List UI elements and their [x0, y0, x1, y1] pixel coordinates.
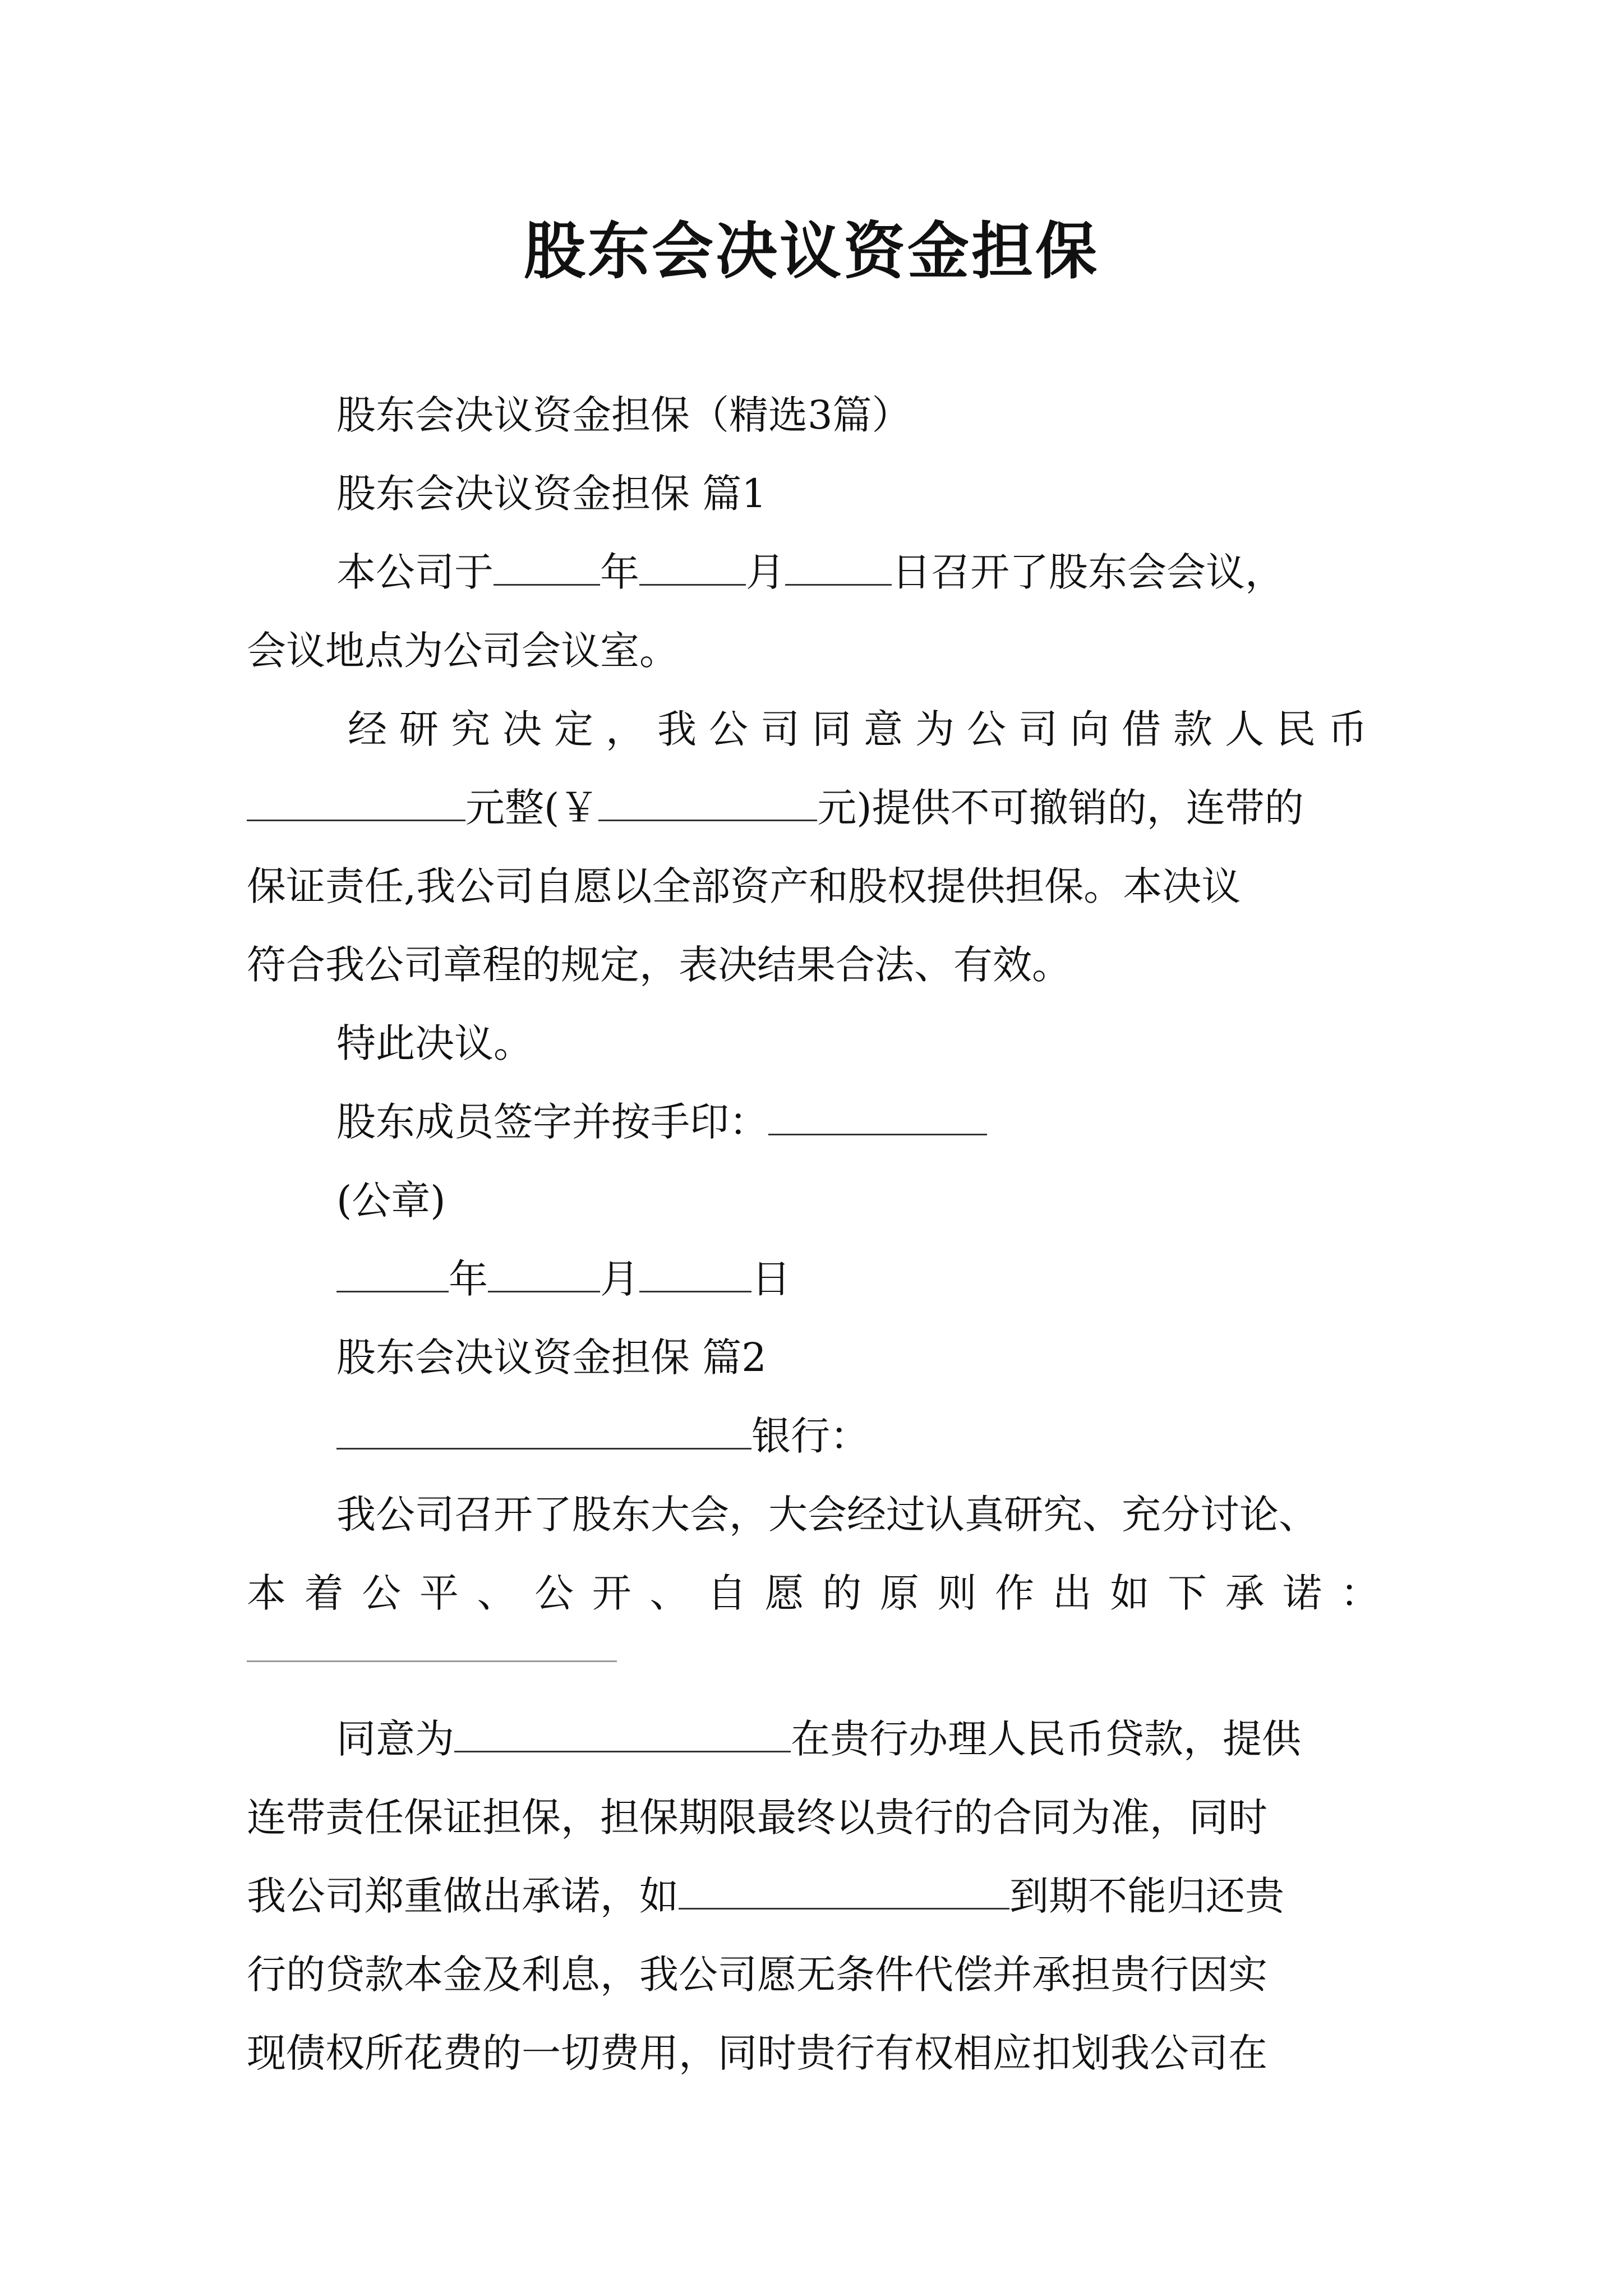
amount-number-blank: [598, 784, 817, 821]
promise-char: 公: [362, 1570, 402, 1616]
part1-heading: 股东会决议资金担保 篇1: [336, 471, 767, 517]
agree-suffix: 在贵行办理人民币贷款，提供: [791, 1716, 1301, 1762]
promise-char: 则: [937, 1570, 977, 1616]
promise-char: 原: [879, 1570, 919, 1616]
promise-char: 本: [247, 1570, 286, 1616]
date-year-blank: [336, 1255, 449, 1292]
promise-line-2: [247, 1565, 1380, 1621]
promise-char: 愿: [764, 1570, 804, 1616]
decision-line-4: 符合我公司章程的规定，表决结果合法、有效。: [247, 942, 1071, 988]
month-label: 月: [746, 549, 785, 595]
date-month-blank: [488, 1255, 600, 1292]
amount-mid: 元整(￥: [465, 785, 599, 831]
date-month-label: 月: [600, 1256, 639, 1302]
date-day-blank: [639, 1255, 751, 1292]
promise-char: 开: [592, 1570, 631, 1616]
promise-content-blank: [247, 1660, 617, 1662]
month-blank: [639, 548, 746, 586]
signature-label: 股东成员签字并按手印：: [336, 1099, 768, 1145]
promise-char: 如: [1110, 1570, 1150, 1616]
date-day-label: 日: [751, 1256, 791, 1302]
amount-words-blank: [247, 784, 465, 821]
decision-line-3: 保证责任,我公司自愿以全部资产和股权提供担保。本决议: [247, 863, 1241, 909]
signature-blank: [768, 1098, 987, 1135]
resolved-text: 特此决议。: [336, 1020, 533, 1066]
body-line-3-prefix: 我公司郑重做出承诺，如: [247, 1873, 679, 1919]
borrower-blank: [454, 1715, 791, 1752]
agree-prefix: 同意为: [336, 1716, 454, 1762]
promise-char: 着: [304, 1570, 344, 1616]
amount-end: 元)提供不可撤销的，连带的: [817, 785, 1304, 831]
promise-line-1: 我公司召开了股东大会，大会经过认真研究、充分讨论、: [336, 1492, 1318, 1538]
meeting-place: 会议地点为公司会议室。: [247, 628, 679, 674]
day-suffix: 日召开了股东会会议，: [892, 549, 1284, 595]
promise-char: 公: [534, 1570, 574, 1616]
promise-char: 作: [995, 1570, 1035, 1616]
subtitle: 股东会决议资金担保（精选3篇）: [336, 392, 911, 438]
year-label: 年: [600, 549, 639, 595]
body-line-2: 连带责任保证担保，担保期限最终以贵行的合同为准，同时: [247, 1795, 1267, 1841]
page-title: 股东会决议资金担保: [524, 215, 1099, 287]
promise-char: 的: [822, 1570, 862, 1616]
body-line-3-suffix: 到期不能归还贵: [1009, 1873, 1284, 1919]
promise-char: 平: [419, 1570, 459, 1616]
signature-line: [336, 1094, 987, 1150]
promise-char: 下: [1168, 1570, 1207, 1616]
body-line-4: 行的贷款本金及利息，我公司愿无条件代偿并承担贵行因实: [247, 1952, 1267, 1998]
date-year-label: 年: [449, 1256, 488, 1302]
promise-char: 承: [1225, 1570, 1265, 1616]
promise-char: 自: [707, 1570, 746, 1616]
meeting-prefix: 本公司于: [336, 549, 494, 595]
body-line-5: 现债权所花费的一切费用，同时贵行有权相应扣划我公司在: [247, 2030, 1267, 2076]
promise-char: 、: [649, 1570, 689, 1616]
body-line-3: [247, 1868, 1284, 1924]
decision-line-1: 经研究决定，我公司同意为公司向借款人民币: [348, 706, 1380, 752]
promise-char: 诺: [1283, 1570, 1322, 1616]
agree-line: [336, 1711, 1301, 1767]
part2-heading: 股东会决议资金担保 篇2: [336, 1335, 767, 1381]
promise-char: 、: [477, 1570, 517, 1616]
seal-label: (公章): [336, 1177, 446, 1223]
amount-line: [247, 780, 1304, 836]
signing-date-line: [336, 1251, 791, 1307]
day-blank: [785, 548, 892, 586]
promise-char: 出: [1052, 1570, 1092, 1616]
bank-line: [336, 1408, 869, 1464]
bank-suffix: 银行：: [751, 1413, 869, 1459]
promise-char: ：: [1340, 1570, 1380, 1616]
meeting-date-line: [336, 544, 1284, 600]
borrower-blank-2: [679, 1872, 1009, 1910]
bank-name-blank: [336, 1412, 751, 1450]
year-blank: [494, 548, 600, 586]
